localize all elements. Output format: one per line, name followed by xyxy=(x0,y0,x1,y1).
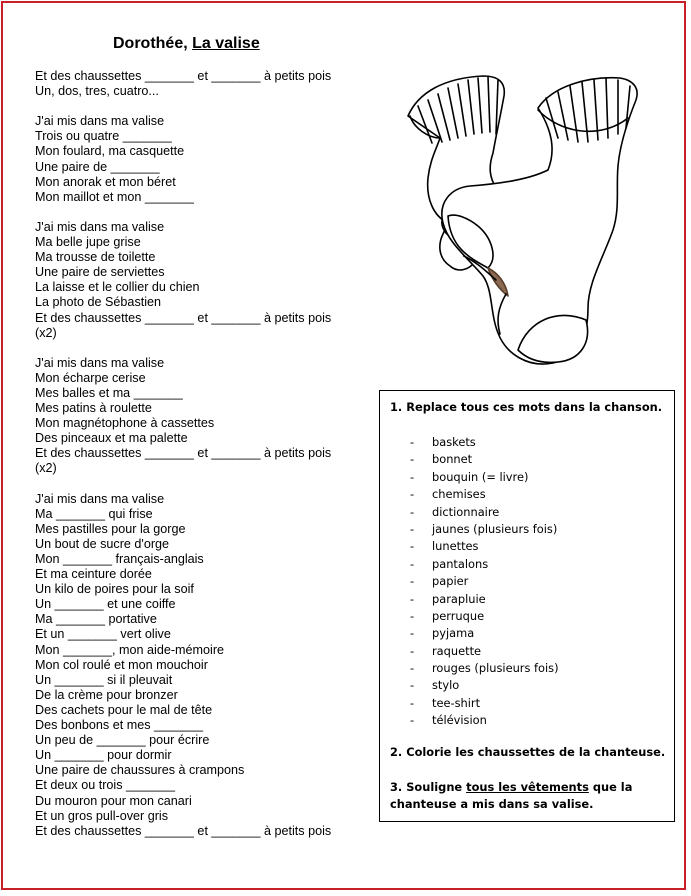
word-text: baskets xyxy=(432,435,476,449)
lyrics-line: Un _______ pour dormir xyxy=(35,748,172,763)
list-dash: - xyxy=(410,695,415,710)
list-dash: - xyxy=(410,469,415,484)
word-text: pantalons xyxy=(432,556,489,571)
lyrics-line: (x2) xyxy=(35,325,57,340)
lyrics-line: Une paire de _______ xyxy=(35,159,160,174)
word-text: raquette xyxy=(432,643,482,658)
lyrics-line: Une paire de chaussures à crampons xyxy=(35,763,245,778)
lyrics-line: Mon maillot et mon _______ xyxy=(35,189,194,204)
lyrics-stanza xyxy=(35,492,380,839)
list-dash: - xyxy=(410,661,415,676)
exercise-3-instruction: 3. Souligne tous les vêtements que la chanteuse a mis dans sa valise. xyxy=(390,780,633,811)
lyrics-line: (x2) xyxy=(35,461,57,476)
lyrics-line: J'ai mis dans ma valise xyxy=(35,219,165,234)
lyrics-line: Une paire de serviettes xyxy=(35,265,165,280)
title-artist: Dorothée, xyxy=(113,35,188,52)
lyrics-line: Des bonbons et mes _______ xyxy=(35,718,204,733)
lyrics-line: Mon col roulé et mon mouchoir xyxy=(35,657,208,672)
lyrics-line: Et ma ceinture dorée xyxy=(35,567,152,582)
lyrics-line: Ma _______ portative xyxy=(35,612,157,627)
word-list-item xyxy=(410,573,559,590)
lyrics-line: Mes pastilles pour la gorge xyxy=(35,521,186,536)
lyrics-line: Un, dos, tres, cuatro... xyxy=(35,84,159,99)
word-text: stylo xyxy=(432,678,460,693)
word-list-item xyxy=(410,712,559,729)
word-text: parapluie xyxy=(432,591,486,606)
socks-illustration xyxy=(388,58,643,378)
word-text: bouquin (= livre) xyxy=(432,469,529,484)
lyrics-line: De la crème pour bronzer xyxy=(35,687,178,702)
list-dash: - xyxy=(410,504,415,519)
word-list-item xyxy=(410,695,559,712)
list-dash: - xyxy=(410,487,415,502)
lyrics-stanza xyxy=(35,356,380,477)
list-dash: - xyxy=(410,608,415,623)
lyrics-line: Ma belle jupe grise xyxy=(35,235,141,250)
list-dash: - xyxy=(410,626,415,641)
list-dash: - xyxy=(410,591,415,606)
song-lyrics xyxy=(35,69,380,854)
lyrics-line: Ma trousse de toilette xyxy=(35,250,156,265)
word-text: chemises xyxy=(432,487,486,502)
lyrics-line: Mon foulard, ma casquette xyxy=(35,144,185,159)
exercise-3-underlined: tous les vêtements xyxy=(466,780,589,794)
lyrics-line: Trois ou quatre _______ xyxy=(35,129,172,144)
list-dash: - xyxy=(410,574,415,589)
word-list-item xyxy=(410,608,559,625)
exercise-2-instruction: 2. Colorie les chaussettes de la chanteuse. xyxy=(390,745,666,759)
lyrics-line: Mon _______ français-anglais xyxy=(35,552,204,566)
word-text: jaunes (plusieurs fois) xyxy=(432,521,558,536)
list-dash: - xyxy=(410,452,415,467)
lyrics-line: Et un _______ vert olive xyxy=(35,627,171,642)
list-dash: - xyxy=(410,539,415,554)
word-list-item xyxy=(410,504,559,521)
lyrics-line: Des pinceaux et ma palette xyxy=(35,431,188,446)
lyrics-line: Du mouron pour mon canari xyxy=(35,793,192,808)
word-text: dictionnaire xyxy=(432,504,500,519)
word-text: tee-shirt xyxy=(432,695,481,710)
lyrics-line: Un bout de sucre d'orge xyxy=(35,536,170,551)
list-dash: - xyxy=(410,713,415,728)
lyrics-stanza xyxy=(35,114,380,205)
worksheet-page xyxy=(1,1,686,890)
exercise-box xyxy=(379,390,675,822)
lyrics-line: Et des chaussettes _______ et _______ à petits pois xyxy=(35,823,332,838)
word-text: bonnet xyxy=(432,452,473,467)
word-text: perruque xyxy=(432,608,485,623)
lyrics-line: Et des chaussettes _______ et _______ à petits pois xyxy=(35,69,332,83)
lyrics-line: Un peu de _______ pour écrire xyxy=(35,733,210,748)
list-dash: - xyxy=(410,435,415,449)
lyrics-stanza xyxy=(35,220,380,341)
word-list-item xyxy=(410,469,559,486)
lyrics-line: Un _______ si il pleuvait xyxy=(35,672,173,687)
word-list-item xyxy=(410,521,559,538)
lyrics-line: La laisse et le collier du chien xyxy=(35,280,200,295)
lyrics-stanza xyxy=(35,69,380,99)
title-song: La valise xyxy=(192,35,260,52)
lyrics-line: Mes patins à roulette xyxy=(35,401,152,416)
exercise-1-instruction: 1. Replace tous ces mots dans la chanson. xyxy=(390,400,663,414)
lyrics-line: Des cachets pour le mal de tête xyxy=(35,702,213,717)
lyrics-line: Mon _______, mon aide-mémoire xyxy=(35,642,225,657)
word-list-item xyxy=(410,660,559,677)
list-dash: - xyxy=(410,556,415,571)
lyrics-line: Mes balles et ma _______ xyxy=(35,385,183,400)
list-dash: - xyxy=(410,678,415,693)
lyrics-line: Mon magnétophone à cassettes xyxy=(35,416,215,431)
lyrics-line: Et des chaussettes _______ et _______ à petits pois xyxy=(35,446,332,461)
list-dash: - xyxy=(410,643,415,658)
word-text: rouges (plusieurs fois) xyxy=(432,661,559,676)
word-list-item xyxy=(410,486,559,503)
word-list-item xyxy=(410,451,559,468)
page-title xyxy=(113,35,313,53)
word-text: lunettes xyxy=(432,539,479,554)
word-list-item xyxy=(410,556,559,573)
lyrics-line: J'ai mis dans ma valise xyxy=(35,355,165,370)
lyrics-line: J'ai mis dans ma valise xyxy=(35,491,165,506)
word-list-item xyxy=(410,677,559,694)
word-list-item xyxy=(410,434,559,451)
lyrics-line: Et des chaussettes _______ et _______ à petits pois xyxy=(35,310,332,325)
lyrics-line: Et deux ou trois _______ xyxy=(35,778,176,793)
word-list-item xyxy=(410,591,559,608)
word-list-item xyxy=(410,538,559,555)
lyrics-line: Mon anorak et mon béret xyxy=(35,174,176,189)
word-text: papier xyxy=(432,574,469,589)
word-text: télévision xyxy=(432,713,487,728)
word-list-item xyxy=(410,625,559,642)
lyrics-line: Ma _______ qui frise xyxy=(35,506,153,521)
lyrics-line: J'ai mis dans ma valise xyxy=(35,114,165,129)
lyrics-line: La photo de Sébastien xyxy=(35,295,162,310)
word-list xyxy=(410,434,559,730)
list-dash: - xyxy=(410,521,415,536)
word-list-item xyxy=(410,643,559,660)
lyrics-line: Mon écharpe cerise xyxy=(35,370,146,385)
lyrics-line: Un _______ et une coiffe xyxy=(35,597,176,612)
word-text: pyjama xyxy=(432,626,475,641)
lyrics-line: Et un gros pull-over gris xyxy=(35,808,168,823)
lyrics-line: Un kilo de poires pour la soif xyxy=(35,582,194,597)
